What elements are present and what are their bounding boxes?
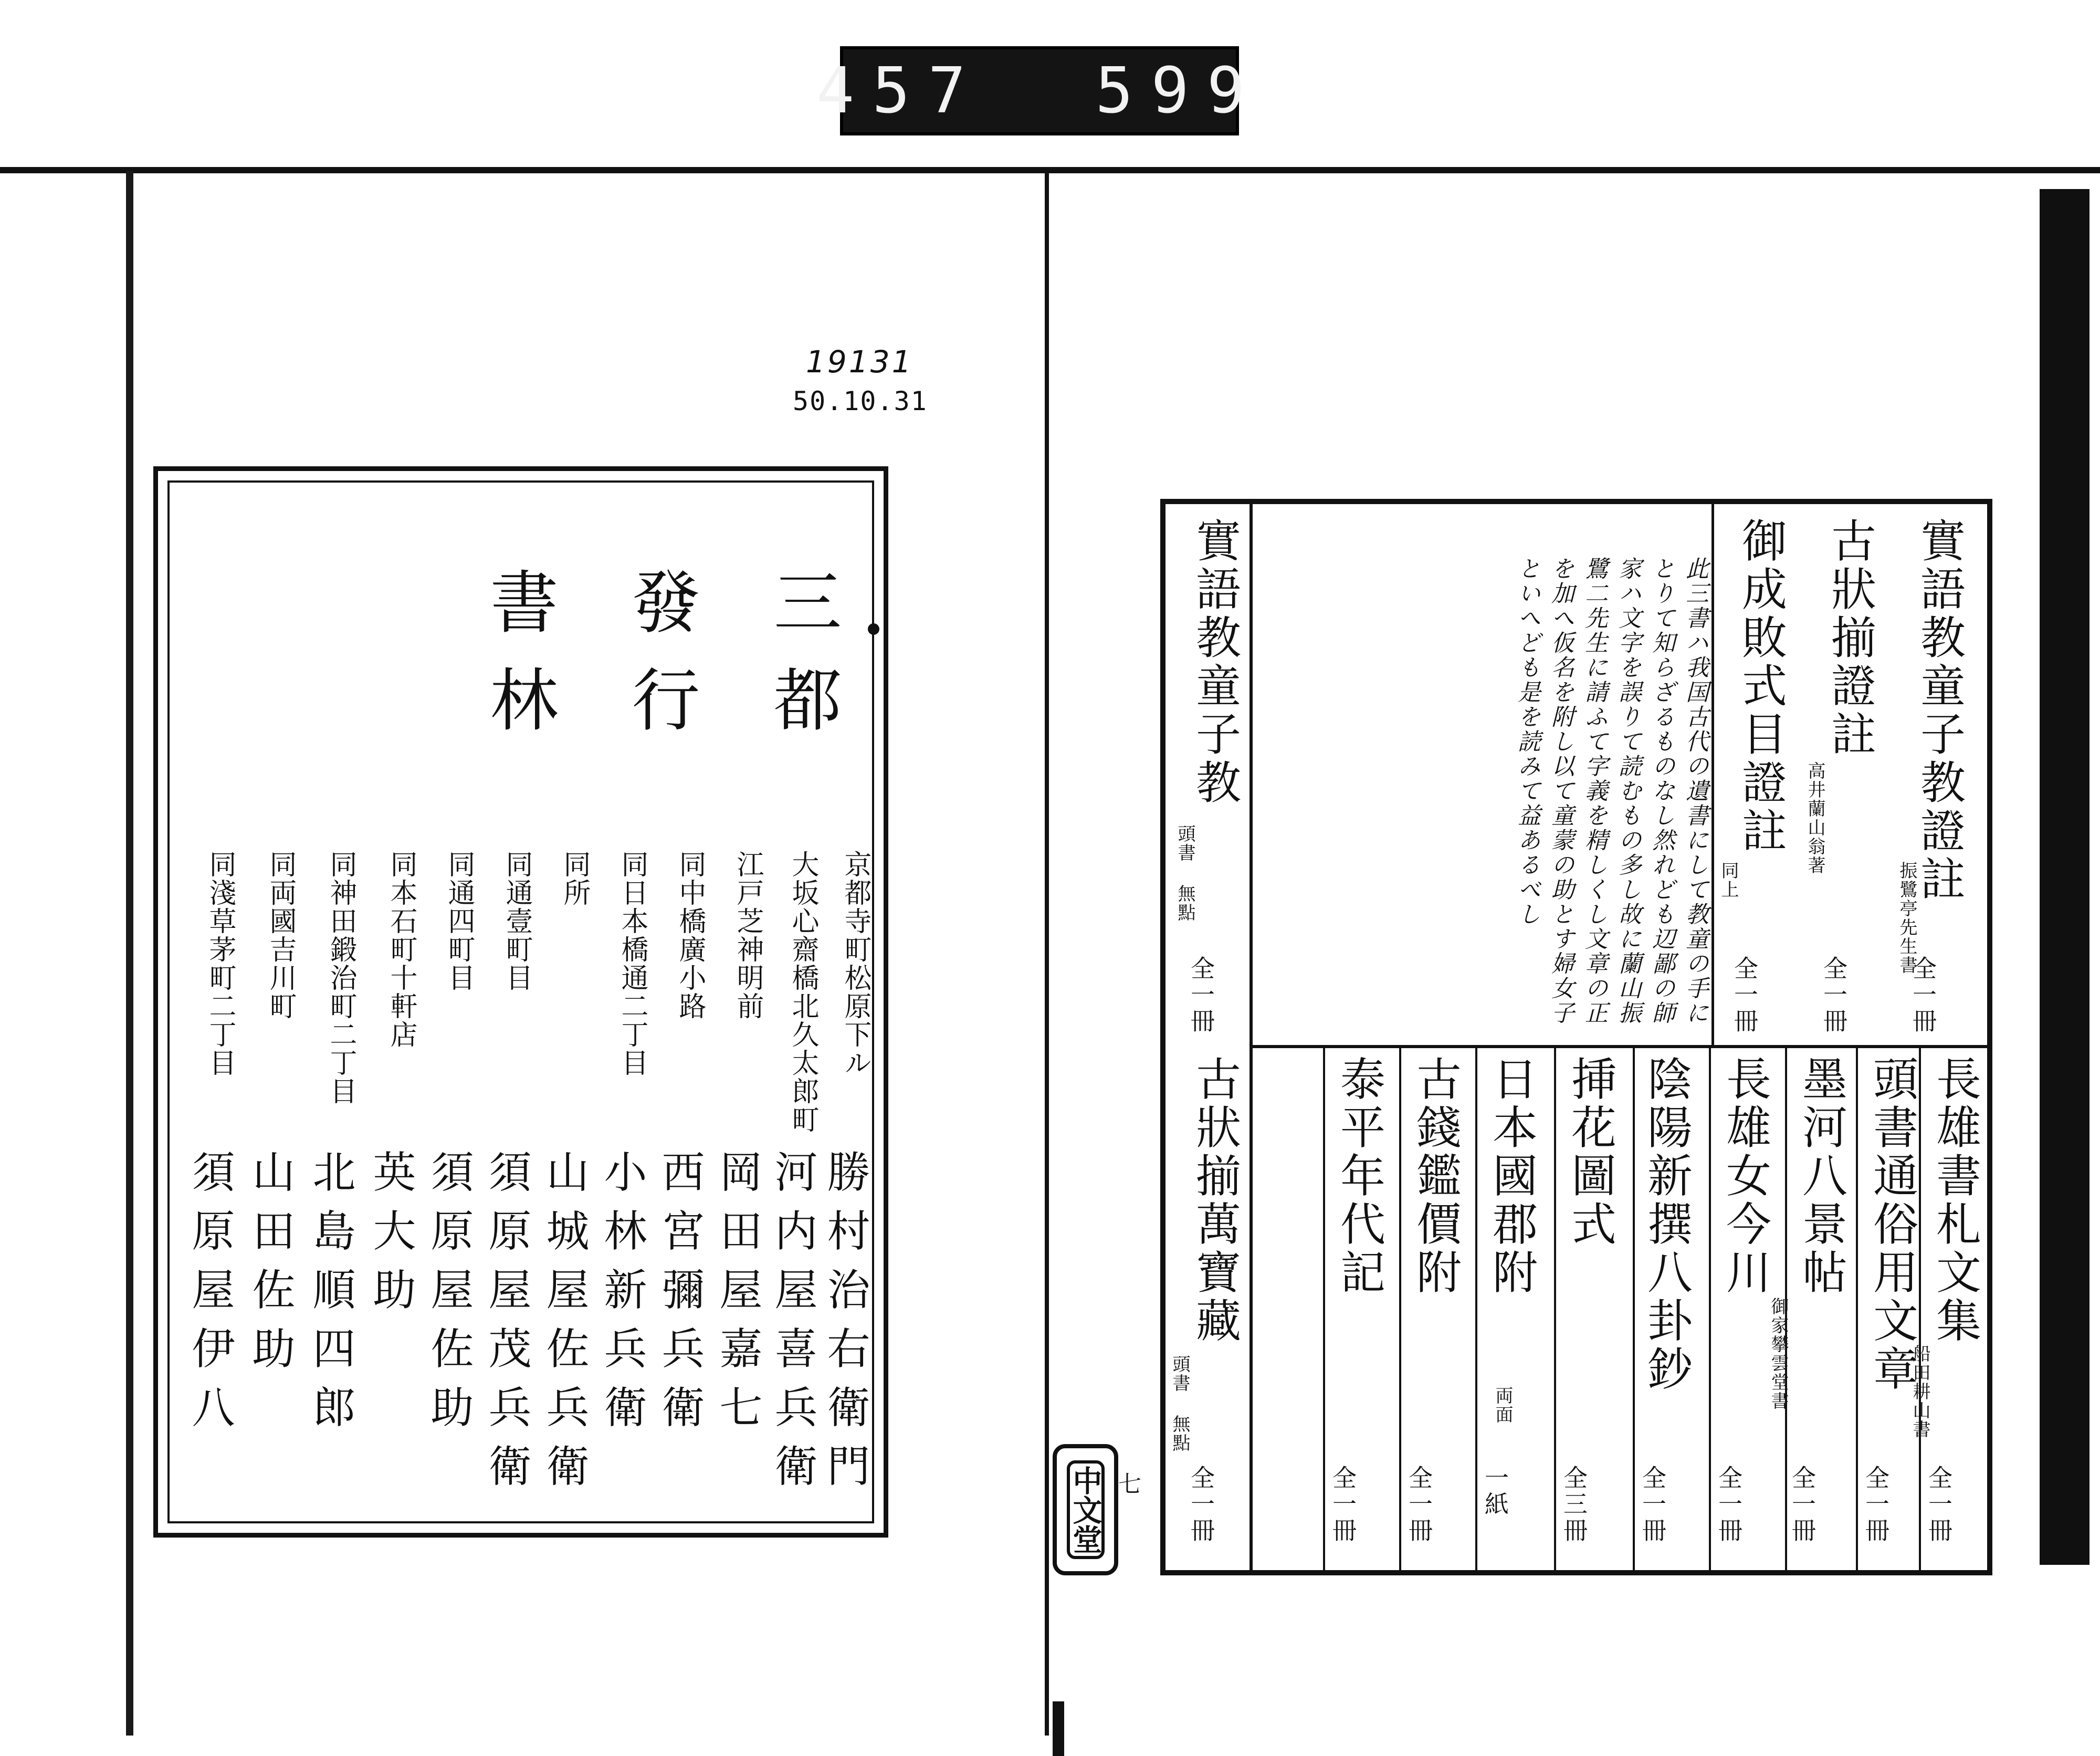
book-volume-count: 全一冊 [1329, 1465, 1357, 1544]
column-rule [1709, 1048, 1711, 1570]
publisher-address: 同所 [559, 850, 590, 907]
book-title: 挿花圖式 [1563, 1055, 1616, 1249]
library-accession-number: 19131 [806, 344, 914, 380]
book-volume-count: 全一冊 [1820, 956, 1848, 1034]
book-volume-count: 全一冊 [1730, 956, 1759, 1034]
book-volume-count: 全一冊 [1925, 1465, 1953, 1544]
publisher-name: 勝村治右衛門 [820, 1149, 870, 1502]
publisher-address: 大坂心齋橋北久太郎町 [787, 850, 818, 1134]
publisher-address: 同本石町十軒店 [385, 850, 417, 1049]
column-rule [1633, 1048, 1635, 1570]
advertisement-blurb: 此三書ハ我国古代の遺書にして教童の手にとりて知らざるものなし然れども辺鄙の師家ハ文字を誤りて読むもの多し故に蘭山振鷺二先生に請ふて字義を精しくし文章の正を加へ仮名を附し以て童蒙の助とす婦女子といへども是を読みて益あるべし [1514, 557, 1708, 1026]
publisher-name: 山田佐助 [245, 1149, 295, 1385]
publisher-name: 須原屋茂兵衛 [481, 1149, 531, 1502]
frame-number-text [816, 55, 1263, 128]
book-title: 古狀揃證註 [1823, 517, 1876, 759]
publisher-address: 同両國吉川町 [265, 850, 296, 1020]
publisher-address: 江戸芝神明前 [732, 850, 763, 1020]
blurb-rule [1712, 504, 1714, 1045]
book-volume-count: 全一冊 [1715, 1465, 1743, 1544]
book-author-note: 船田耕山書 [1909, 1344, 1930, 1439]
publisher-address: 同通四町目 [443, 850, 475, 992]
book-volume-count: 全一冊 [1788, 1465, 1816, 1544]
seal-text: 中文堂 [1067, 1460, 1105, 1559]
book-volume-count: 全三冊 [1560, 1465, 1588, 1544]
column-rule [1475, 1048, 1477, 1570]
book-author-note: 両面 [1492, 1386, 1513, 1424]
ownership-seal [1053, 1444, 1118, 1575]
publisher-name: 西宮彌兵衛 [655, 1149, 705, 1444]
title-dot-mark [868, 623, 879, 635]
book-author-note: 高井蘭山翁著 [1804, 761, 1825, 875]
book-title: 實語教童子教證註 [1913, 517, 1965, 904]
publisher-name: 小林新兵衛 [597, 1149, 647, 1444]
page-gutter-line [1045, 171, 1049, 1736]
book-title: 泰平年代記 [1332, 1055, 1385, 1297]
column-rule [1554, 1048, 1556, 1570]
frame-number-right: 599 [1095, 54, 1263, 128]
book-title: 御成敗式目證註 [1734, 517, 1787, 855]
book-title: 古狀揃萬寶藏 [1188, 1055, 1241, 1345]
publisher-address: 同通壹町目 [501, 850, 532, 992]
book-title: 古錢鑑價附 [1409, 1055, 1461, 1297]
publisher-name: 英大助 [366, 1149, 416, 1326]
publisher-name: 須原屋佐助 [424, 1149, 474, 1444]
book-author-note: 振鷺亭先生書 [1896, 861, 1917, 975]
column-rule [1919, 1048, 1921, 1570]
book-volume-count: 一紙 [1481, 1465, 1509, 1518]
colophon-inner-border [167, 480, 874, 1523]
column-rule [1856, 1048, 1858, 1570]
publisher-address: 同中橋廣小路 [674, 850, 706, 1020]
book-author-note: 頭書 無點 [1169, 1355, 1190, 1452]
book-volume-count: 全一冊 [1639, 1465, 1667, 1544]
publisher-name: 岡田屋嘉七 [712, 1149, 762, 1444]
library-accession-date: 50.10.31 [793, 386, 928, 416]
publisher-name: 北島順四郎 [306, 1149, 355, 1444]
book-title: 長雄女今川 [1718, 1055, 1771, 1297]
upper-lower-divider [1253, 1045, 1988, 1048]
book-author-note: 御家攀雲堂書 [1768, 1297, 1789, 1410]
scan-bottom-mark [1053, 1701, 1064, 1756]
publisher-address: 京都寺町松原下ル [839, 850, 871, 1077]
page-number: 七 [1118, 1471, 1141, 1498]
book-volume-count: 全一冊 [1187, 1465, 1215, 1544]
publisher-name: 山城屋佐兵衛 [539, 1149, 589, 1502]
frame-number-left: 457 [816, 54, 984, 128]
column-rule [1399, 1048, 1401, 1570]
publisher-address: 同淺草茅町二丁目 [204, 850, 236, 1077]
publisher-address: 同神田鍛治町二丁目 [325, 850, 356, 1105]
publisher-address: 同日本橋通二丁目 [616, 850, 648, 1077]
book-volume-count: 全一冊 [1909, 956, 1937, 1034]
book-author-note: 同上 [1718, 861, 1739, 899]
colophon-frame [153, 466, 888, 1538]
book-title: 陰陽新撰八卦鈔 [1640, 1055, 1692, 1394]
publisher-name: 須原屋伊八 [185, 1149, 235, 1444]
book-title: 日本國郡附 [1485, 1055, 1537, 1297]
column-rule [1323, 1048, 1325, 1570]
colophon-title-line-2: 發行 [621, 567, 700, 762]
colophon-title-line-3: 書林 [479, 567, 559, 762]
book-volume-count: 全一冊 [1862, 1465, 1890, 1544]
colophon-title-line-1: 三都 [762, 567, 842, 762]
book-title: 墨河八景帖 [1794, 1055, 1847, 1297]
book-title: 實語教童子教 [1188, 517, 1241, 807]
book-title: 頭書通俗用文章 [1865, 1055, 1918, 1394]
scan-edge-shadow [2040, 189, 2090, 1565]
book-title: 長雄書札文集 [1928, 1055, 1981, 1345]
microfilm-frame-label [816, 46, 1263, 135]
publisher-name: 河内屋喜兵衛 [768, 1149, 817, 1502]
book-volume-count: 全一冊 [1187, 956, 1215, 1034]
book-author-note: 頭書 無點 [1174, 824, 1195, 922]
book-volume-count: 全一冊 [1405, 1465, 1433, 1544]
